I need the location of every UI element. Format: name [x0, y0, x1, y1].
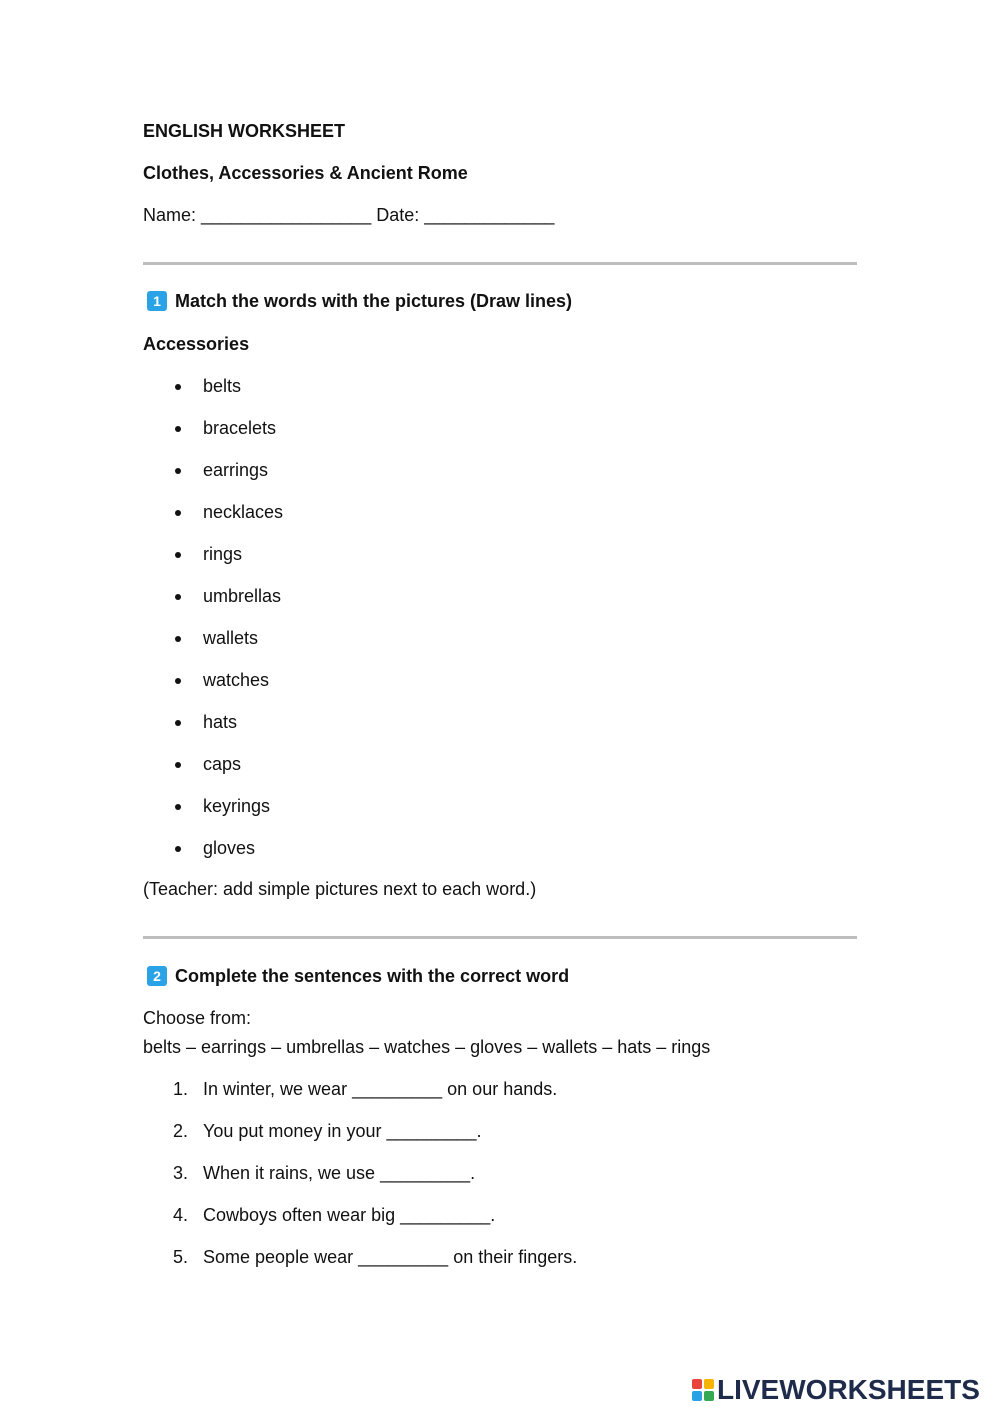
list-item: necklaces [203, 502, 284, 522]
worksheet-subtitle: Clothes, Accessories & Ancient Rome [143, 163, 468, 183]
sentence-number: 4. [173, 1205, 189, 1225]
sentence-item: Some people wear _________ on their fingers. [203, 1247, 578, 1267]
bullet-icon [175, 846, 181, 852]
logo-text: LIVEWORKSHEETS [717, 1374, 980, 1405]
sentence-number: 3. [173, 1163, 189, 1183]
liveworksheets-logo [692, 1374, 980, 1406]
bullet-icon [175, 384, 181, 390]
worksheet-title: ENGLISH WORKSHEET [143, 121, 346, 141]
word-bank: belts – earrings – umbrellas – watches – gloves – wallets – hats – rings [143, 1037, 711, 1057]
choose-label: Choose from: [143, 1008, 252, 1028]
sentence-item: Cowboys often wear big _________. [203, 1205, 496, 1225]
list-item: bracelets [203, 418, 277, 438]
bullet-icon [175, 468, 181, 474]
bullet-icon [175, 804, 181, 810]
list-item: watches [203, 670, 270, 690]
bullet-icon [175, 552, 181, 558]
sentence-item: You put money in your _________. [203, 1121, 482, 1141]
list-item: belts [203, 376, 242, 396]
bullet-icon [175, 510, 181, 516]
list-item: umbrellas [203, 586, 282, 606]
list-item: rings [203, 544, 243, 564]
section-divider [143, 936, 857, 939]
list-item: gloves [203, 838, 256, 858]
bullet-icon [175, 636, 181, 642]
sentence-number: 1. [173, 1079, 189, 1099]
list-item: earrings [203, 460, 269, 480]
section-divider [143, 262, 857, 265]
bullet-icon [175, 426, 181, 432]
teacher-note: (Teacher: add simple pictures next to each word.) [143, 879, 537, 899]
bullet-icon [175, 678, 181, 684]
sentence-number: 2. [173, 1121, 189, 1141]
section-2-number-icon: 2 [147, 966, 167, 986]
sentence-number: 5. [173, 1247, 189, 1267]
section-1-heading: Match the words with the pictures (Draw lines) [175, 291, 573, 311]
list-item: wallets [203, 628, 259, 648]
section-1-number-icon: 1 [147, 291, 167, 311]
list-item: keyrings [203, 796, 271, 816]
bullet-icon [175, 594, 181, 600]
sentence-item: In winter, we wear _________ on our hands. [203, 1079, 558, 1099]
bullet-icon [175, 720, 181, 726]
bullet-icon [175, 762, 181, 768]
name-date-line: Name: _________________ Date: _____________ [143, 205, 555, 225]
section-2-heading: Complete the sentences with the correct word [175, 966, 570, 986]
list-item: hats [203, 712, 238, 732]
sentence-item: When it rains, we use _________. [203, 1163, 476, 1183]
liveworksheets-logo-icon [692, 1379, 714, 1401]
list-item: caps [203, 754, 242, 774]
section-1-subheading: Accessories [143, 334, 250, 354]
